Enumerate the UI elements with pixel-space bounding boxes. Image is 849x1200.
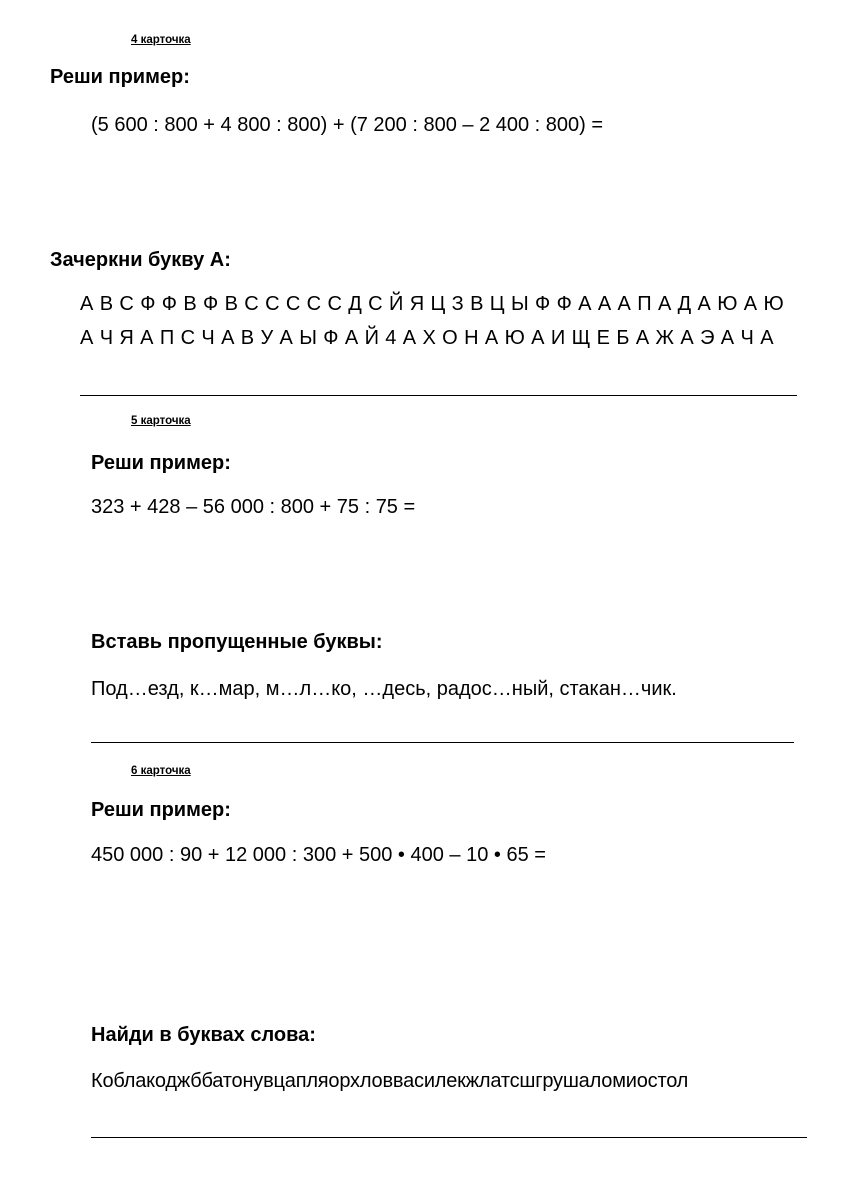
card-5-task-1-expression: 323 + 428 – 56 000 : 800 + 75 : 75 = xyxy=(91,496,416,518)
card-5-divider xyxy=(91,742,794,743)
card-6-label: 6 карточка xyxy=(131,765,191,777)
card-5-label: 5 карточка xyxy=(131,415,191,427)
card-6-task-1-expression: 450 000 : 90 + 12 000 : 300 + 500 • 400 – 10 • 65 = xyxy=(91,844,546,866)
card-5-task-2-text: Под…езд, к…мар, м…л…ко, …десь, радос…ный, стакан…чик. xyxy=(91,678,677,700)
card-6-task-2-heading: Найди в буквах слова: xyxy=(91,1024,316,1046)
card-5-task-1-heading: Реши пример: xyxy=(91,452,231,474)
card-6-task-1-heading: Реши пример: xyxy=(91,799,231,821)
card-4-letters-line-2: А Ч Я А П С Ч А В У А Ы Ф А Й 4 А Х О Н А Ю А И Щ Е Б А Ж А Э А Ч А xyxy=(80,327,774,349)
card-4-task-1-heading: Реши пример: xyxy=(50,66,190,88)
card-4-task-2-heading: Зачеркни букву А: xyxy=(50,249,231,271)
card-4-letters-line-1: А В С Ф Ф В Ф В С С С С С Д С Й Я Ц З В Ц Ы Ф Ф А А А П А Д А Ю А Ю xyxy=(80,293,785,315)
card-4-label: 4 карточка xyxy=(131,34,191,46)
card-5-task-2-heading: Вставь пропущенные буквы: xyxy=(91,631,383,653)
card-4-task-1-expression: (5 600 : 800 + 4 800 : 800) + (7 200 : 800 – 2 400 : 800) = xyxy=(91,114,604,136)
card-4-divider xyxy=(80,395,797,396)
card-6-task-2-text: Коблакоджббатонувцапляорхловвасилекжлатсшгрушаломиостол xyxy=(91,1070,689,1092)
card-6-divider xyxy=(91,1137,807,1138)
